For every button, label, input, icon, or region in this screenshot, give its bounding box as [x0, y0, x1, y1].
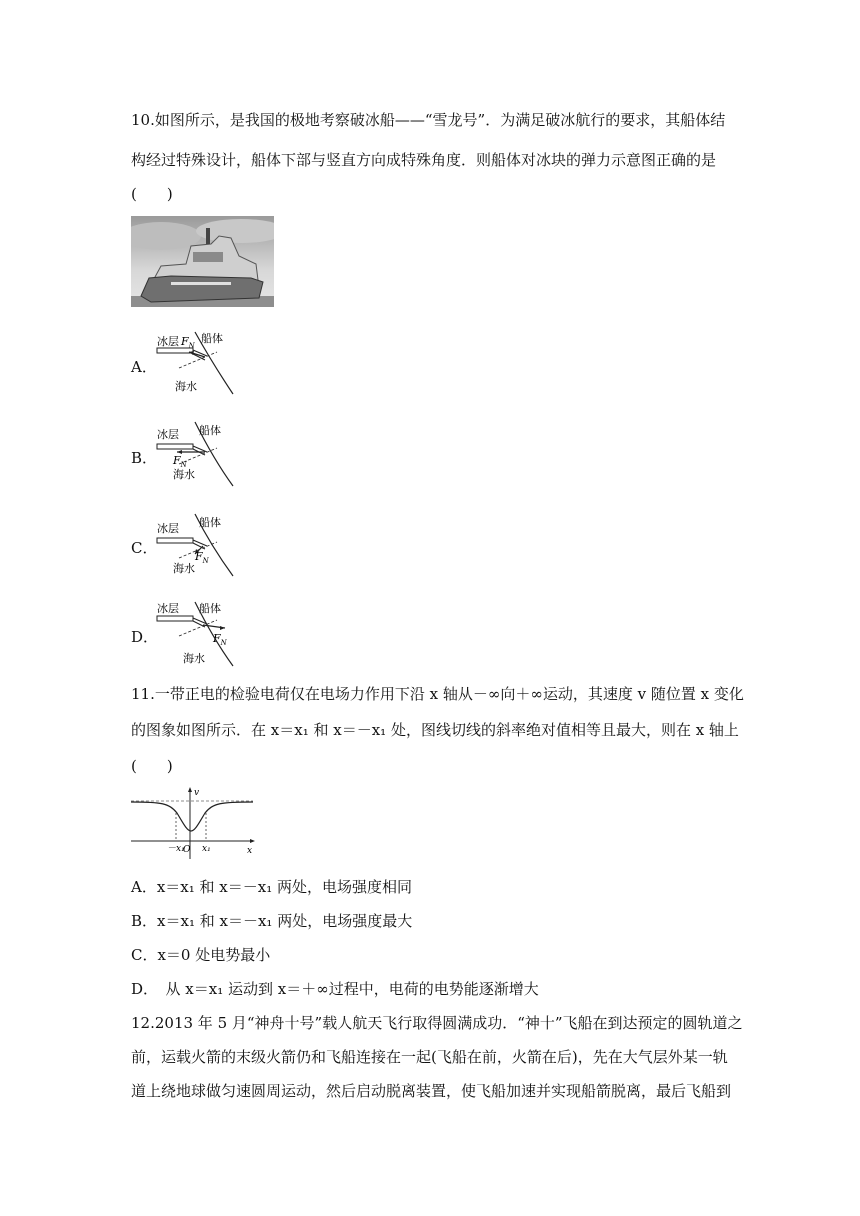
force-label: $F_N$ [173, 454, 187, 469]
water-label: 海水 [173, 562, 195, 575]
ice-label: 冰层 [157, 335, 179, 348]
ice-label: 冰层 [157, 602, 179, 615]
q10-option-a-label: A． [131, 358, 157, 376]
q11-option-a: A．x＝x₁ 和 x＝－x₁ 两处，电场强度相同 [131, 878, 413, 896]
hull-label: 船体 [199, 602, 221, 615]
x-axis-label: x [247, 846, 253, 856]
q12-text-line-3: 道上绕地球做匀速圆周运动，然后启动脱离装置，使飞船加速并实现船箭脱离，最后飞船到 [131, 1082, 732, 1100]
force-label: $F_N$ [195, 550, 209, 565]
q10-text-line-1: 10.如图所示，是我国的极地考察破冰船——“雪龙号”．为满足破冰航行的要求，其船体结 [131, 111, 726, 129]
force-subscript: N [180, 461, 187, 469]
q10-option-d-diagram [155, 600, 241, 668]
origin-label: O [183, 845, 191, 855]
q11-text-line-2: 的图象如图所示．在 x＝x₁ 和 x＝－x₁ 处，图线切线的斜率绝对值相等且最大，则在 x 轴上 [131, 721, 739, 739]
ice-label: 冰层 [157, 428, 179, 441]
q10-answer-bracket: ( ) [131, 185, 173, 203]
force-subscript: N [188, 342, 195, 350]
hull-label: 船体 [201, 332, 223, 345]
q10-option-c-diagram [155, 512, 241, 578]
q10-option-c-label: C． [131, 539, 158, 557]
water-label: 海水 [183, 652, 205, 665]
v-axis-label: v [194, 788, 200, 798]
water-label: 海水 [173, 468, 195, 481]
q10-option-a-diagram [155, 330, 241, 396]
neg-x1-label: －x₁ [167, 844, 185, 854]
force-label: $F_N$ [213, 632, 227, 647]
ice-label: 冰层 [157, 522, 179, 535]
force-subscript: N [202, 557, 209, 565]
q12-text-line-2: 前，运载火箭的末级火箭仍和飞船连接在一起(飞船在前，火箭在后)，先在大气层外某一轨 [131, 1048, 728, 1066]
hull-label: 船体 [199, 424, 221, 437]
q11-text-line-1: 11.一带正电的检验电荷仅在电场力作用下沿 x 轴从－∞向＋∞运动，其速度 v 随位置 x 变化 [131, 685, 744, 703]
q10-option-b-diagram [155, 420, 241, 488]
q11-option-c: C．x＝0 处电势最小 [131, 946, 271, 964]
force-label: $F_N$ [181, 335, 195, 350]
q11-velocity-graph [131, 785, 257, 863]
q12-text-line-1: 12.2013 年 5 月“神舟十号”载人航天飞行取得圆满成功．“神十”飞船在到达预定的圆轨道之 [131, 1014, 743, 1032]
q10-option-d-label: D． [131, 628, 159, 646]
q10-option-b-label: B． [131, 449, 158, 467]
force-subscript: N [220, 639, 227, 647]
x1-label: x₁ [202, 844, 211, 854]
q11-answer-bracket: ( ) [131, 757, 173, 775]
q11-option-b: B．x＝x₁ 和 x＝－x₁ 两处，电场强度最大 [131, 912, 413, 930]
icebreaker-photo [131, 216, 274, 307]
q10-text-line-2: 构经过特殊设计，船体下部与竖直方向成特殊角度．则船体对冰块的弹力示意图正确的是 [131, 151, 717, 169]
q11-option-d: D． 从 x＝x₁ 运动到 x＝＋∞过程中，电荷的电势能逐渐增大 [131, 980, 539, 998]
water-label: 海水 [175, 380, 197, 393]
hull-label: 船体 [199, 516, 221, 529]
